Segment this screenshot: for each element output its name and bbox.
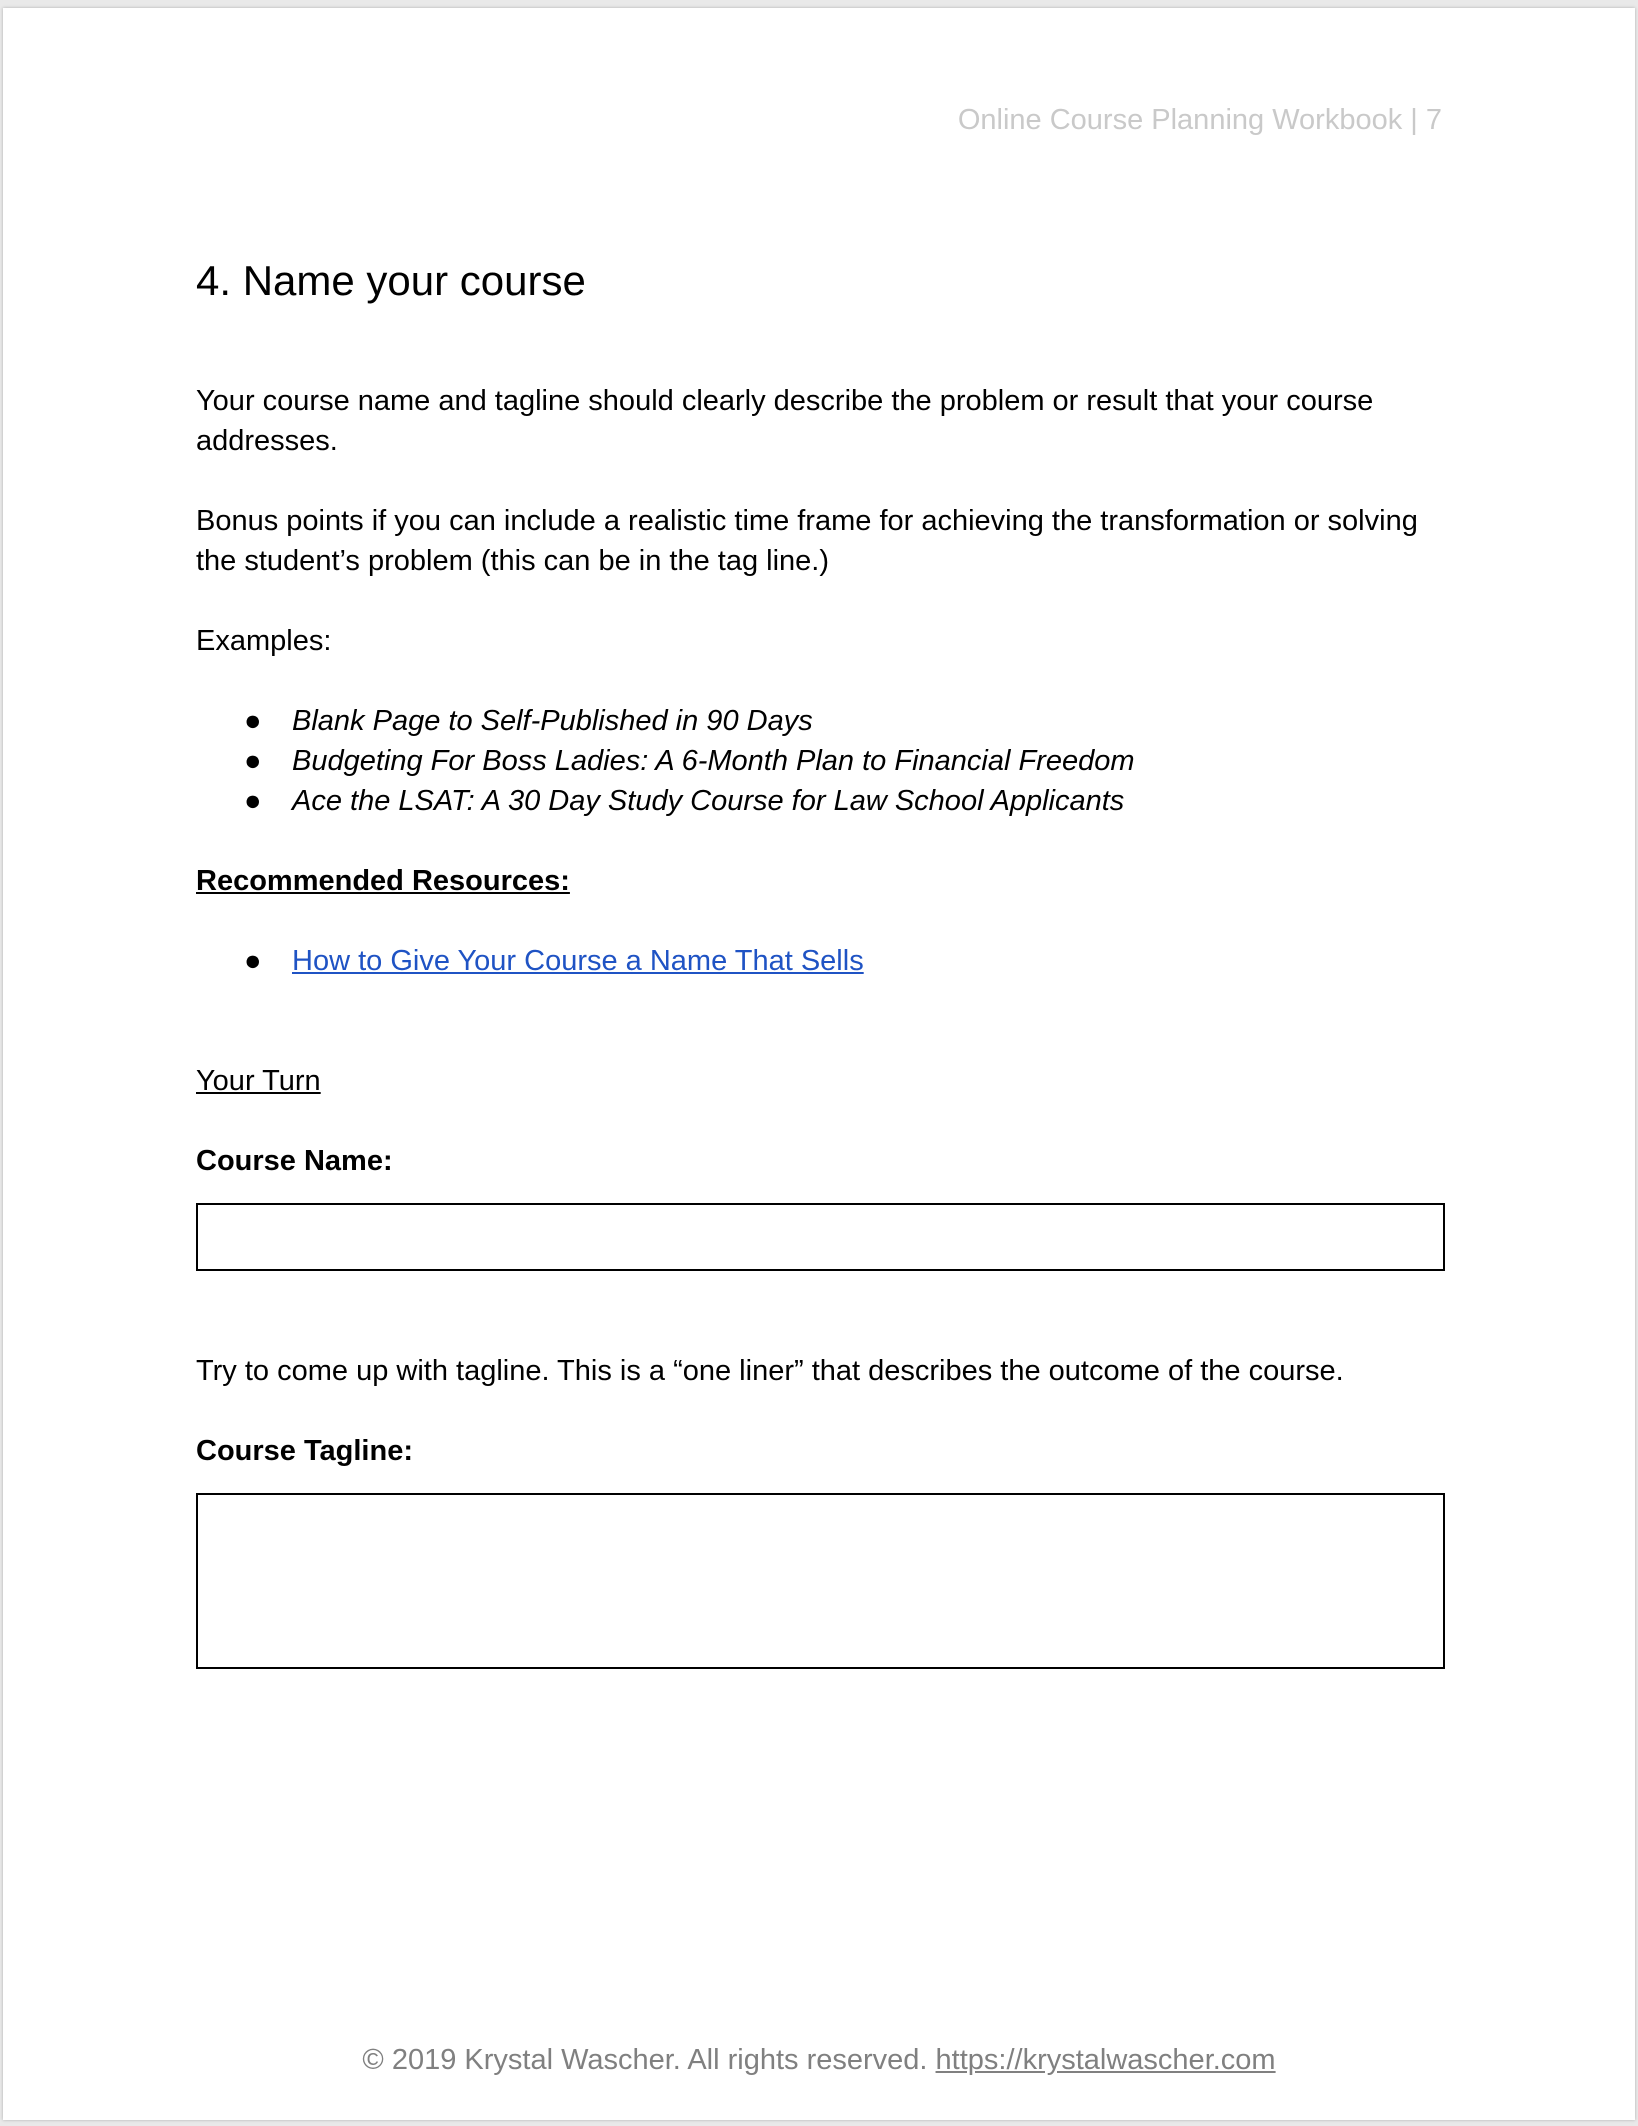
course-name-label: Course Name: <box>196 1145 393 1177</box>
tagline-instruction: Try to come up with tagline. This is a “one liner” that describes the outcome of the course. <box>196 1355 1344 1387</box>
list-item <box>196 701 1446 741</box>
document-page <box>3 8 1635 2120</box>
course-name-field[interactable] <box>196 1203 1445 1271</box>
page-content <box>196 251 1446 1669</box>
list-item <box>196 941 1446 981</box>
your-turn-heading: Your Turn <box>196 1065 321 1097</box>
example-text: Budgeting For Boss Ladies: A 6-Month Plan to Financial Freedom <box>292 745 1135 777</box>
list-item <box>196 781 1446 821</box>
spacer <box>196 1021 1446 1061</box>
example-text: Ace the LSAT: A 30 Day Study Course for Law School Applicants <box>292 785 1125 817</box>
course-tagline-label: Course Tagline: <box>196 1435 413 1467</box>
resources-heading: Recommended Resources: <box>196 865 570 897</box>
page-footer <box>3 2044 1635 2077</box>
list-item <box>196 741 1446 781</box>
bullet-icon: ● <box>244 785 262 817</box>
bonus-paragraph: Bonus points if you can include a realistic time frame for achieving the transformation or solving the student’s problem (this can be in the tag line.) <box>196 505 1418 577</box>
example-text: Blank Page to Self-Published in 90 Days <box>292 705 813 737</box>
course-tagline-field[interactable] <box>196 1493 1445 1669</box>
examples-list <box>196 701 1446 821</box>
copyright-text: © 2019 Krystal Wascher. All rights reserved. <box>362 2044 928 2076</box>
bullet-icon: ● <box>244 945 262 977</box>
bullet-icon: ● <box>244 745 262 777</box>
examples-label: Examples: <box>196 625 332 657</box>
running-header: Online Course Planning Workbook | 7 <box>957 104 1442 136</box>
bullet-icon: ● <box>244 705 262 737</box>
section-title: 4. Name your course <box>196 257 586 304</box>
resources-list <box>196 941 1446 981</box>
footer-url-link[interactable]: https://krystalwascher.com <box>935 2044 1276 2076</box>
resource-link[interactable]: How to Give Your Course a Name That Sells <box>292 945 864 977</box>
intro-paragraph: Your course name and tagline should clearly describe the problem or result that your course addresses. <box>196 385 1374 457</box>
